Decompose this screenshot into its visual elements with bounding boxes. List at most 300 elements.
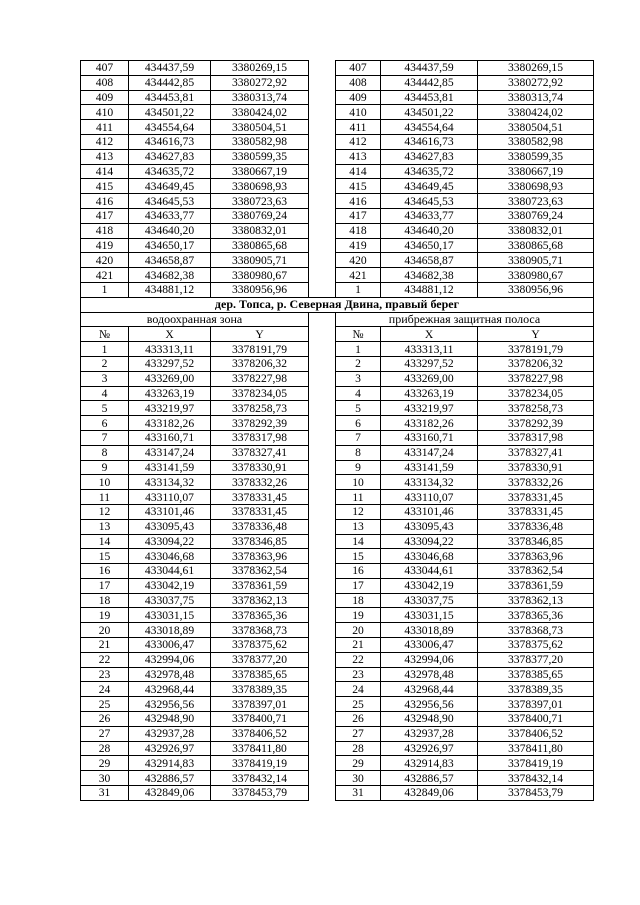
x-coordinate: 433006,47	[381, 638, 478, 653]
y-coordinate: 3378368,73	[478, 623, 594, 638]
x-coordinate: 433031,15	[381, 608, 478, 623]
table-row	[81, 756, 594, 771]
column-gap	[309, 430, 336, 445]
y-coordinate: 3378330,91	[211, 460, 309, 475]
x-coordinate: 433031,15	[129, 608, 211, 623]
point-number: 16	[81, 564, 129, 579]
y-coordinate: 3380769,24	[478, 208, 594, 223]
table-row	[81, 401, 594, 416]
y-coordinate: 3380582,98	[478, 134, 594, 149]
y-coordinate: 3378191,79	[478, 342, 594, 357]
point-number: 417	[81, 208, 129, 223]
column-gap	[309, 756, 336, 771]
y-coordinate: 3378331,45	[478, 504, 594, 519]
point-number: 407	[336, 61, 381, 76]
y-coordinate: 3378453,79	[211, 786, 309, 801]
column-header-row	[81, 327, 594, 342]
right-zone-label: прибрежная защитная полоса	[336, 312, 594, 327]
y-coordinate: 3378258,73	[478, 401, 594, 416]
x-coordinate: 432886,57	[381, 771, 478, 786]
point-number: 413	[336, 149, 381, 164]
y-coordinate: 3378331,45	[211, 490, 309, 505]
x-coordinate: 433110,07	[129, 490, 211, 505]
x-coordinate: 432994,06	[129, 652, 211, 667]
y-coordinate: 3378362,13	[211, 593, 309, 608]
table-row	[81, 623, 594, 638]
table-row	[81, 223, 594, 238]
column-gap	[309, 475, 336, 490]
table-row	[81, 386, 594, 401]
y-coordinate: 3380832,01	[211, 223, 309, 238]
x-coordinate: 433044,61	[129, 564, 211, 579]
column-gap	[309, 519, 336, 534]
y-coordinate: 3380698,93	[478, 179, 594, 194]
table-row	[81, 578, 594, 593]
table-row	[81, 682, 594, 697]
y-coordinate: 3378362,54	[211, 564, 309, 579]
table-row	[81, 519, 594, 534]
x-coordinate: 433147,24	[129, 445, 211, 460]
x-coordinate: 434658,87	[381, 253, 478, 268]
y-coordinate: 3378327,41	[211, 445, 309, 460]
y-coordinate: 3378234,05	[478, 386, 594, 401]
column-gap	[309, 608, 336, 623]
table-row	[81, 490, 594, 505]
y-coordinate: 3378406,52	[211, 726, 309, 741]
y-coordinate: 3378397,01	[211, 697, 309, 712]
point-number: 20	[81, 623, 129, 638]
point-number: 417	[336, 208, 381, 223]
y-coordinate: 3380667,19	[211, 164, 309, 179]
x-coordinate: 433046,68	[129, 549, 211, 564]
column-gap	[309, 445, 336, 460]
y-coordinate: 3378411,80	[211, 741, 309, 756]
point-number: 12	[81, 504, 129, 519]
column-gap	[309, 741, 336, 756]
point-number: 19	[336, 608, 381, 623]
x-coordinate: 432968,44	[381, 682, 478, 697]
x-coordinate: 434645,53	[381, 194, 478, 209]
column-gap	[309, 327, 336, 342]
y-coordinate: 3378331,45	[478, 490, 594, 505]
point-number: 17	[81, 578, 129, 593]
x-coordinate: 434640,20	[129, 223, 211, 238]
x-coordinate: 434635,72	[129, 164, 211, 179]
y-coordinate: 3378375,62	[211, 638, 309, 653]
column-gap	[309, 149, 336, 164]
x-coordinate: 433313,11	[129, 342, 211, 357]
x-coordinate: 434501,22	[129, 105, 211, 120]
top-table-body	[81, 61, 594, 298]
x-coordinate: 434658,87	[129, 253, 211, 268]
y-coordinate: 3380269,15	[478, 61, 594, 76]
table-row	[81, 134, 594, 149]
x-coordinate: 432914,83	[129, 756, 211, 771]
table-row	[81, 741, 594, 756]
table-row	[81, 608, 594, 623]
x-coordinate: 432948,90	[381, 712, 478, 727]
y-coordinate: 3378234,05	[211, 386, 309, 401]
y-coordinate: 3378346,85	[211, 534, 309, 549]
column-gap	[309, 75, 336, 90]
table-row	[81, 475, 594, 490]
column-gap	[309, 61, 336, 76]
table-row	[81, 268, 594, 283]
x-coordinate: 434442,85	[381, 75, 478, 90]
table-row	[81, 356, 594, 371]
y-coordinate: 3378258,73	[211, 401, 309, 416]
point-number: 31	[336, 786, 381, 801]
y-coordinate: 3378191,79	[211, 342, 309, 357]
point-number: 15	[81, 549, 129, 564]
point-number: 415	[81, 179, 129, 194]
y-coordinate: 3380667,19	[478, 164, 594, 179]
table-row	[81, 253, 594, 268]
x-coordinate: 433219,97	[381, 401, 478, 416]
point-number: 14	[81, 534, 129, 549]
column-gap	[309, 667, 336, 682]
x-coordinate: 434649,45	[381, 179, 478, 194]
column-gap	[309, 342, 336, 357]
x-coordinate: 434616,73	[381, 134, 478, 149]
y-coordinate: 3378206,32	[478, 356, 594, 371]
y-coordinate: 3378332,26	[478, 475, 594, 490]
table-row	[81, 786, 594, 801]
y-coordinate: 3380723,63	[478, 194, 594, 209]
table-row	[81, 667, 594, 682]
y-coordinate: 3380272,92	[211, 75, 309, 90]
column-gap	[309, 578, 336, 593]
y-coordinate: 3380956,96	[211, 282, 309, 297]
point-number: 21	[336, 638, 381, 653]
table-row	[81, 194, 594, 209]
y-coordinate: 3378397,01	[478, 697, 594, 712]
table-row	[81, 697, 594, 712]
y-coordinate: 3380769,24	[211, 208, 309, 223]
table-row	[81, 149, 594, 164]
x-coordinate: 433313,11	[381, 342, 478, 357]
x-coordinate: 434437,59	[129, 61, 211, 76]
header-x: X	[381, 327, 478, 342]
section-title-row	[81, 297, 594, 312]
table-row	[81, 371, 594, 386]
y-coordinate: 3378385,65	[478, 667, 594, 682]
point-number: 13	[81, 519, 129, 534]
x-coordinate: 432886,57	[129, 771, 211, 786]
table-row	[81, 593, 594, 608]
y-coordinate: 3378363,96	[211, 549, 309, 564]
point-number: 14	[336, 534, 381, 549]
table-row	[81, 342, 594, 357]
y-coordinate: 3378362,13	[478, 593, 594, 608]
y-coordinate: 3380424,02	[211, 105, 309, 120]
y-coordinate: 3378389,35	[478, 682, 594, 697]
y-coordinate: 3380723,63	[211, 194, 309, 209]
x-coordinate: 433101,46	[381, 504, 478, 519]
x-coordinate: 433297,52	[129, 356, 211, 371]
x-coordinate: 433134,32	[129, 475, 211, 490]
x-coordinate: 433110,07	[381, 490, 478, 505]
x-coordinate: 434682,38	[381, 268, 478, 283]
point-number: 6	[81, 416, 129, 431]
x-coordinate: 434501,22	[381, 105, 478, 120]
point-number: 30	[336, 771, 381, 786]
point-number: 3	[336, 371, 381, 386]
point-number: 416	[81, 194, 129, 209]
point-number: 421	[336, 268, 381, 283]
point-number: 19	[81, 608, 129, 623]
x-coordinate: 433037,75	[129, 593, 211, 608]
x-coordinate: 433269,00	[129, 371, 211, 386]
point-number: 6	[336, 416, 381, 431]
column-gap	[309, 490, 336, 505]
x-coordinate: 432956,56	[381, 697, 478, 712]
point-number: 409	[336, 90, 381, 105]
x-coordinate: 432914,83	[381, 756, 478, 771]
point-number: 18	[336, 593, 381, 608]
point-number: 17	[336, 578, 381, 593]
x-coordinate: 434649,45	[129, 179, 211, 194]
point-number: 7	[81, 430, 129, 445]
point-number: 1	[81, 282, 129, 297]
table-row	[81, 75, 594, 90]
column-gap	[309, 282, 336, 297]
x-coordinate: 433141,59	[129, 460, 211, 475]
point-number: 410	[336, 105, 381, 120]
x-coordinate: 434554,64	[129, 120, 211, 135]
point-number: 5	[81, 401, 129, 416]
y-coordinate: 3378317,98	[211, 430, 309, 445]
y-coordinate: 3378377,20	[478, 652, 594, 667]
point-number: 7	[336, 430, 381, 445]
x-coordinate: 434442,85	[129, 75, 211, 90]
table-row	[81, 652, 594, 667]
y-coordinate: 3378361,59	[211, 578, 309, 593]
y-coordinate: 3378336,48	[211, 519, 309, 534]
column-gap	[309, 564, 336, 579]
y-coordinate: 3380504,51	[478, 120, 594, 135]
point-number: 408	[81, 75, 129, 90]
y-coordinate: 3380980,67	[211, 268, 309, 283]
x-coordinate: 434650,17	[381, 238, 478, 253]
column-gap	[309, 726, 336, 741]
y-coordinate: 3380832,01	[478, 223, 594, 238]
x-coordinate: 433263,19	[129, 386, 211, 401]
y-coordinate: 3378400,71	[478, 712, 594, 727]
point-number: 29	[336, 756, 381, 771]
column-gap	[309, 460, 336, 475]
y-coordinate: 3378292,39	[211, 416, 309, 431]
column-gap	[309, 105, 336, 120]
x-coordinate: 433263,19	[381, 386, 478, 401]
y-coordinate: 3378365,36	[211, 608, 309, 623]
point-number: 412	[81, 134, 129, 149]
y-coordinate: 3378385,65	[211, 667, 309, 682]
x-coordinate: 432937,28	[381, 726, 478, 741]
column-gap	[309, 179, 336, 194]
point-number: 23	[81, 667, 129, 682]
x-coordinate: 434554,64	[381, 120, 478, 135]
x-coordinate: 434616,73	[129, 134, 211, 149]
y-coordinate: 3378406,52	[478, 726, 594, 741]
y-coordinate: 3378330,91	[478, 460, 594, 475]
header-y: Y	[211, 327, 309, 342]
table-row	[81, 460, 594, 475]
y-coordinate: 3378336,48	[478, 519, 594, 534]
column-gap	[309, 593, 336, 608]
point-number: 421	[81, 268, 129, 283]
point-number: 12	[336, 504, 381, 519]
y-coordinate: 3378363,96	[478, 549, 594, 564]
coordinates-table	[80, 60, 594, 801]
point-number: 414	[81, 164, 129, 179]
point-number: 1	[336, 342, 381, 357]
y-coordinate: 3380698,93	[211, 179, 309, 194]
point-number: 1	[81, 342, 129, 357]
y-coordinate: 3378432,14	[211, 771, 309, 786]
x-coordinate: 432948,90	[129, 712, 211, 727]
point-number: 28	[336, 741, 381, 756]
table-row	[81, 164, 594, 179]
y-coordinate: 3378453,79	[478, 786, 594, 801]
table-row	[81, 430, 594, 445]
x-coordinate: 434645,53	[129, 194, 211, 209]
x-coordinate: 434640,20	[381, 223, 478, 238]
column-gap	[309, 371, 336, 386]
x-coordinate: 433160,71	[129, 430, 211, 445]
y-coordinate: 3380905,71	[211, 253, 309, 268]
point-number: 418	[81, 223, 129, 238]
point-number: 413	[81, 149, 129, 164]
table-row	[81, 282, 594, 297]
column-gap	[309, 697, 336, 712]
column-gap	[309, 268, 336, 283]
column-gap	[309, 356, 336, 371]
y-coordinate: 3380599,35	[211, 149, 309, 164]
x-coordinate: 434881,12	[129, 282, 211, 297]
header-number: №	[336, 327, 381, 342]
table-row	[81, 534, 594, 549]
x-coordinate: 433006,47	[129, 638, 211, 653]
y-coordinate: 3378332,26	[211, 475, 309, 490]
x-coordinate: 433160,71	[381, 430, 478, 445]
coordinate-document	[80, 60, 593, 801]
x-coordinate: 433094,22	[381, 534, 478, 549]
table-row	[81, 61, 594, 76]
x-coordinate: 434633,77	[381, 208, 478, 223]
table-row	[81, 504, 594, 519]
y-coordinate: 3380313,74	[478, 90, 594, 105]
point-number: 420	[336, 253, 381, 268]
x-coordinate: 434627,83	[129, 149, 211, 164]
x-coordinate: 433037,75	[381, 593, 478, 608]
x-coordinate: 433269,00	[381, 371, 478, 386]
point-number: 11	[336, 490, 381, 505]
column-gap	[309, 238, 336, 253]
point-number: 23	[336, 667, 381, 682]
column-gap	[309, 638, 336, 653]
y-coordinate: 3378227,98	[211, 371, 309, 386]
point-number: 22	[81, 652, 129, 667]
point-number: 9	[81, 460, 129, 475]
column-gap	[309, 134, 336, 149]
y-coordinate: 3378389,35	[211, 682, 309, 697]
y-coordinate: 3378317,98	[478, 430, 594, 445]
point-number: 3	[81, 371, 129, 386]
y-coordinate: 3378375,62	[478, 638, 594, 653]
table-row	[81, 712, 594, 727]
header-y: Y	[478, 327, 594, 342]
y-coordinate: 3378331,45	[211, 504, 309, 519]
y-coordinate: 3378292,39	[478, 416, 594, 431]
x-coordinate: 432937,28	[129, 726, 211, 741]
x-coordinate: 433044,61	[381, 564, 478, 579]
x-coordinate: 433095,43	[381, 519, 478, 534]
point-number: 16	[336, 564, 381, 579]
header-x: X	[129, 327, 211, 342]
point-number: 418	[336, 223, 381, 238]
x-coordinate: 434453,81	[381, 90, 478, 105]
column-gap	[309, 386, 336, 401]
section-title: дер. Топса, р. Северная Двина, правый берег	[81, 297, 594, 312]
table-row	[81, 208, 594, 223]
x-coordinate: 434650,17	[129, 238, 211, 253]
table-row	[81, 179, 594, 194]
column-gap	[309, 194, 336, 209]
point-number: 409	[81, 90, 129, 105]
table-row	[81, 638, 594, 653]
point-number: 26	[336, 712, 381, 727]
column-gap	[309, 312, 336, 327]
point-number: 414	[336, 164, 381, 179]
point-number: 15	[336, 549, 381, 564]
point-number: 9	[336, 460, 381, 475]
column-gap	[309, 549, 336, 564]
point-number: 10	[81, 475, 129, 490]
x-coordinate: 432849,06	[381, 786, 478, 801]
point-number: 1	[336, 282, 381, 297]
point-number: 412	[336, 134, 381, 149]
column-gap	[309, 682, 336, 697]
point-number: 20	[336, 623, 381, 638]
y-coordinate: 3378419,19	[478, 756, 594, 771]
x-coordinate: 432968,44	[129, 682, 211, 697]
point-number: 419	[81, 238, 129, 253]
x-coordinate: 433101,46	[129, 504, 211, 519]
y-coordinate: 3380582,98	[211, 134, 309, 149]
y-coordinate: 3380424,02	[478, 105, 594, 120]
column-gap	[309, 504, 336, 519]
x-coordinate: 432926,97	[381, 741, 478, 756]
column-gap	[309, 623, 336, 638]
point-number: 5	[336, 401, 381, 416]
x-coordinate: 433095,43	[129, 519, 211, 534]
table-row	[81, 90, 594, 105]
point-number: 415	[336, 179, 381, 194]
x-coordinate: 434437,59	[381, 61, 478, 76]
point-number: 408	[336, 75, 381, 90]
x-coordinate: 433018,89	[381, 623, 478, 638]
x-coordinate: 434627,83	[381, 149, 478, 164]
point-number: 4	[81, 386, 129, 401]
point-number: 410	[81, 105, 129, 120]
y-coordinate: 3378419,19	[211, 756, 309, 771]
y-coordinate: 3378327,41	[478, 445, 594, 460]
x-coordinate: 432994,06	[381, 652, 478, 667]
table-row	[81, 549, 594, 564]
bottom-table-body	[81, 342, 594, 801]
x-coordinate: 433042,19	[129, 578, 211, 593]
